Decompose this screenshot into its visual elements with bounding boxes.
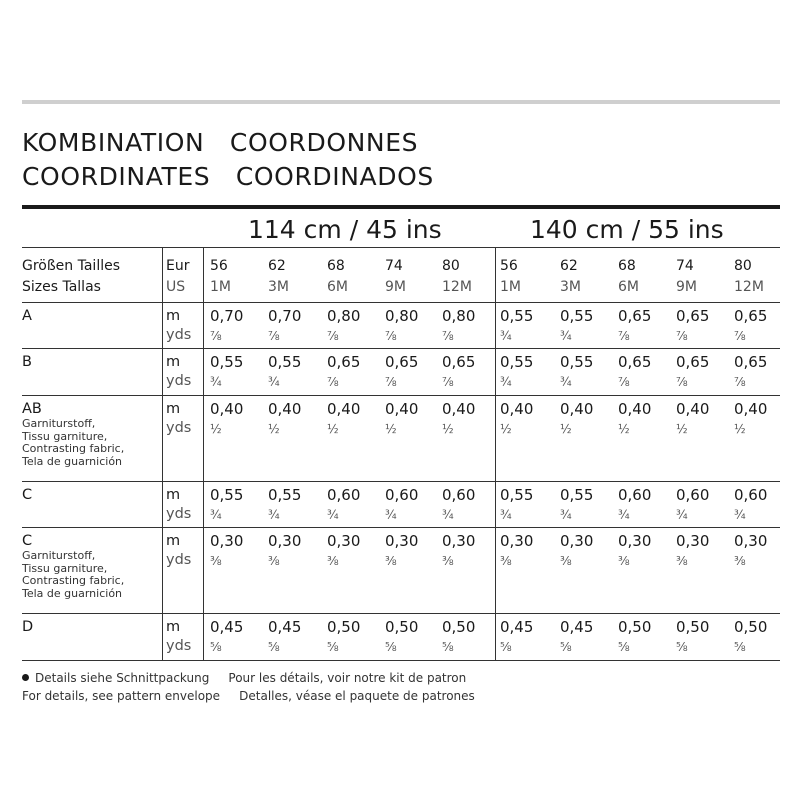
- meter-value: 0,65: [734, 353, 768, 371]
- meter-value: 0,30: [676, 532, 710, 550]
- meter-value: 0,50: [442, 618, 476, 636]
- us-size: 6M: [327, 279, 348, 295]
- unit-yds: yds: [166, 420, 192, 436]
- us-unit-label: US: [166, 279, 186, 295]
- meter-value: 0,55: [560, 353, 594, 371]
- meter-value: 0,65: [618, 307, 652, 325]
- yard-value: ¾: [500, 508, 512, 522]
- row-sublabel: Tissu garniture,: [22, 561, 108, 575]
- meter-value: 0,60: [676, 486, 710, 504]
- row-sublabel: Garniturstoff,: [22, 549, 96, 562]
- yard-value: ⅜: [268, 554, 280, 568]
- size-label-row-1: Größen Tailles: [22, 258, 121, 274]
- meter-value: 0,50: [385, 618, 419, 636]
- meter-value: 0,40: [676, 400, 710, 418]
- yard-value: ¾: [268, 508, 280, 522]
- meter-value: 0,45: [210, 618, 244, 636]
- row-label: A: [22, 308, 32, 324]
- yard-value: ¾: [385, 508, 397, 522]
- meter-value: 0,40: [618, 400, 652, 418]
- yard-value: ⅞: [676, 375, 688, 389]
- unit-yds: yds: [166, 327, 192, 343]
- us-size: 1M: [500, 279, 521, 295]
- yard-value: ⅞: [327, 329, 339, 343]
- yard-value: ⅞: [676, 329, 688, 343]
- meter-value: 0,50: [327, 618, 361, 636]
- unit-yds: yds: [166, 638, 192, 654]
- eur-size: 56: [210, 258, 228, 274]
- meter-value: 0,70: [268, 307, 302, 325]
- meter-value: 0,40: [500, 400, 534, 418]
- row-label: B: [22, 354, 32, 370]
- row-sublabel: Tela de guarnición: [22, 454, 123, 468]
- meter-value: 0,30: [327, 532, 361, 550]
- footer-line-2: For details, see pattern envelope Detalles, véase el paquete de patrones: [22, 689, 475, 703]
- meter-value: 0,55: [560, 307, 594, 325]
- us-size: 12M: [442, 279, 472, 295]
- row-sublabel: Contrasting fabric,: [22, 574, 125, 587]
- yard-value: ⅝: [442, 640, 454, 654]
- yard-value: ¾: [500, 329, 512, 343]
- yard-value: ¾: [618, 508, 630, 522]
- meter-value: 0,70: [210, 307, 244, 325]
- meter-value: 0,45: [268, 618, 302, 636]
- meter-value: 0,30: [560, 532, 594, 550]
- column-divider: [162, 247, 163, 660]
- unit-yds: yds: [166, 552, 192, 568]
- yard-value: ⅜: [442, 554, 454, 568]
- meter-value: 0,30: [442, 532, 476, 550]
- footer-text-1: Details siehe Schnittpackung Pour les détails, voir notre kit de patron: [35, 671, 467, 685]
- yard-value: ½: [734, 422, 746, 436]
- meter-value: 0,40: [442, 400, 476, 418]
- eur-size: 74: [385, 258, 403, 274]
- meter-value: 0,40: [268, 400, 302, 418]
- us-size: 6M: [618, 279, 639, 295]
- meter-value: 0,80: [385, 307, 419, 325]
- meter-value: 0,50: [734, 618, 768, 636]
- meter-value: 0,30: [500, 532, 534, 550]
- meter-value: 0,80: [327, 307, 361, 325]
- row-sublabel: Garniturstoff,: [22, 417, 96, 430]
- fabric-width-114: 114 cm / 45 ins: [248, 215, 442, 244]
- meter-value: 0,65: [327, 353, 361, 371]
- row-divider: [22, 247, 780, 248]
- yard-value: ¾: [500, 375, 512, 389]
- meter-value: 0,65: [734, 307, 768, 325]
- eur-size: 68: [618, 258, 636, 274]
- eur-size: 68: [327, 258, 345, 274]
- yard-value: ⅞: [734, 375, 746, 389]
- meter-value: 0,30: [734, 532, 768, 550]
- meter-value: 0,30: [618, 532, 652, 550]
- meter-value: 0,30: [210, 532, 244, 550]
- row-label: AB: [22, 401, 42, 417]
- meter-value: 0,55: [210, 353, 244, 371]
- yard-value: ¾: [560, 508, 572, 522]
- meter-value: 0,55: [268, 353, 302, 371]
- eur-size: 62: [560, 258, 578, 274]
- meter-value: 0,65: [676, 353, 710, 371]
- yard-value: ⅞: [442, 375, 454, 389]
- meter-value: 0,80: [442, 307, 476, 325]
- meter-value: 0,50: [618, 618, 652, 636]
- eur-size: 74: [676, 258, 694, 274]
- meter-value: 0,40: [734, 400, 768, 418]
- yard-value: ⅞: [385, 329, 397, 343]
- row-divider: [22, 527, 780, 528]
- footer-line-1: [22, 670, 466, 686]
- yard-value: ½: [500, 422, 512, 436]
- yard-value: ⅞: [385, 375, 397, 389]
- yard-value: ⅝: [560, 640, 572, 654]
- unit-yds: yds: [166, 373, 192, 389]
- yard-value: ⅝: [327, 640, 339, 654]
- unit-m: m: [166, 354, 181, 370]
- column-divider: [495, 247, 496, 660]
- yard-value: ⅜: [618, 554, 630, 568]
- unit-m: m: [166, 401, 181, 417]
- meter-value: 0,55: [500, 353, 534, 371]
- meter-value: 0,40: [385, 400, 419, 418]
- eur-unit-label: Eur: [166, 258, 190, 274]
- yard-value: ⅜: [734, 554, 746, 568]
- yard-value: ¾: [327, 508, 339, 522]
- meter-value: 0,50: [676, 618, 710, 636]
- yard-value: ½: [442, 422, 454, 436]
- yard-value: ⅝: [210, 640, 222, 654]
- fabric-width-140: 140 cm / 55 ins: [530, 215, 724, 244]
- meter-value: 0,60: [618, 486, 652, 504]
- yard-value: ½: [268, 422, 280, 436]
- meter-value: 0,55: [210, 486, 244, 504]
- title-line-1: KOMBINATION COORDONNES: [22, 128, 419, 157]
- yard-value: ⅜: [676, 554, 688, 568]
- yard-value: ⅝: [676, 640, 688, 654]
- meter-value: 0,65: [385, 353, 419, 371]
- yard-value: ½: [676, 422, 688, 436]
- meter-value: 0,65: [676, 307, 710, 325]
- eur-size: 62: [268, 258, 286, 274]
- unit-m: m: [166, 533, 181, 549]
- row-label: C: [22, 487, 33, 503]
- row-divider: [22, 481, 780, 482]
- yard-value: ½: [385, 422, 397, 436]
- unit-m: m: [166, 619, 181, 635]
- meter-value: 0,45: [560, 618, 594, 636]
- us-size: 12M: [734, 279, 764, 295]
- title-line-2: COORDINATES COORDINADOS: [22, 162, 434, 191]
- yard-value: ⅞: [268, 329, 280, 343]
- row-sublabel: Tela de guarnición: [22, 586, 123, 600]
- row-divider: [22, 660, 780, 661]
- yard-value: ¾: [210, 508, 222, 522]
- row-sublabel: Contrasting fabric,: [22, 442, 125, 455]
- unit-m: m: [166, 487, 181, 503]
- meter-value: 0,40: [210, 400, 244, 418]
- bullet-icon: [22, 674, 29, 681]
- eur-size: 80: [442, 258, 460, 274]
- row-label: D: [22, 619, 34, 635]
- meter-value: 0,40: [327, 400, 361, 418]
- yard-value: ⅝: [268, 640, 280, 654]
- unit-yds: yds: [166, 506, 192, 522]
- unit-m: m: [166, 308, 181, 324]
- meter-value: 0,60: [327, 486, 361, 504]
- row-divider: [22, 395, 780, 396]
- meter-value: 0,55: [500, 307, 534, 325]
- row-label: C: [22, 533, 33, 549]
- yard-value: ⅝: [618, 640, 630, 654]
- us-size: 9M: [385, 279, 406, 295]
- top-divider: [22, 100, 780, 104]
- meter-value: 0,30: [385, 532, 419, 550]
- meter-value: 0,55: [500, 486, 534, 504]
- us-size: 3M: [560, 279, 581, 295]
- meter-value: 0,55: [560, 486, 594, 504]
- yard-value: ½: [560, 422, 572, 436]
- yard-value: ⅞: [442, 329, 454, 343]
- us-size: 3M: [268, 279, 289, 295]
- yard-value: ⅜: [210, 554, 222, 568]
- yard-value: ⅝: [734, 640, 746, 654]
- yard-value: ⅜: [560, 554, 572, 568]
- meter-value: 0,30: [268, 532, 302, 550]
- yard-value: ¾: [734, 508, 746, 522]
- column-divider: [203, 247, 204, 660]
- meter-value: 0,60: [385, 486, 419, 504]
- yard-value: ¾: [210, 375, 222, 389]
- yard-value: ½: [327, 422, 339, 436]
- yard-value: ⅜: [327, 554, 339, 568]
- eur-size: 56: [500, 258, 518, 274]
- meter-value: 0,55: [268, 486, 302, 504]
- yard-value: ½: [210, 422, 222, 436]
- meter-value: 0,65: [442, 353, 476, 371]
- yard-value: ¾: [676, 508, 688, 522]
- yard-value: ⅞: [327, 375, 339, 389]
- yard-value: ⅞: [618, 329, 630, 343]
- size-label-row-2: Sizes Tallas: [22, 279, 101, 295]
- row-divider: [22, 348, 780, 349]
- us-size: 1M: [210, 279, 231, 295]
- meter-value: 0,65: [618, 353, 652, 371]
- meter-value: 0,60: [442, 486, 476, 504]
- yard-value: ¾: [560, 329, 572, 343]
- yard-value: ⅞: [734, 329, 746, 343]
- title-divider: [22, 205, 780, 209]
- row-divider: [22, 302, 780, 303]
- yard-value: ¾: [560, 375, 572, 389]
- row-sublabel: Tissu garniture,: [22, 429, 108, 443]
- yard-value: ¾: [442, 508, 454, 522]
- yard-value: ⅜: [500, 554, 512, 568]
- yard-value: ⅜: [385, 554, 397, 568]
- eur-size: 80: [734, 258, 752, 274]
- us-size: 9M: [676, 279, 697, 295]
- yard-value: ½: [618, 422, 630, 436]
- meter-value: 0,45: [500, 618, 534, 636]
- meter-value: 0,60: [734, 486, 768, 504]
- yard-value: ¾: [268, 375, 280, 389]
- yard-value: ⅞: [618, 375, 630, 389]
- yard-value: ⅞: [210, 329, 222, 343]
- yard-value: ⅝: [500, 640, 512, 654]
- yard-value: ⅝: [385, 640, 397, 654]
- meter-value: 0,40: [560, 400, 594, 418]
- row-divider: [22, 613, 780, 614]
